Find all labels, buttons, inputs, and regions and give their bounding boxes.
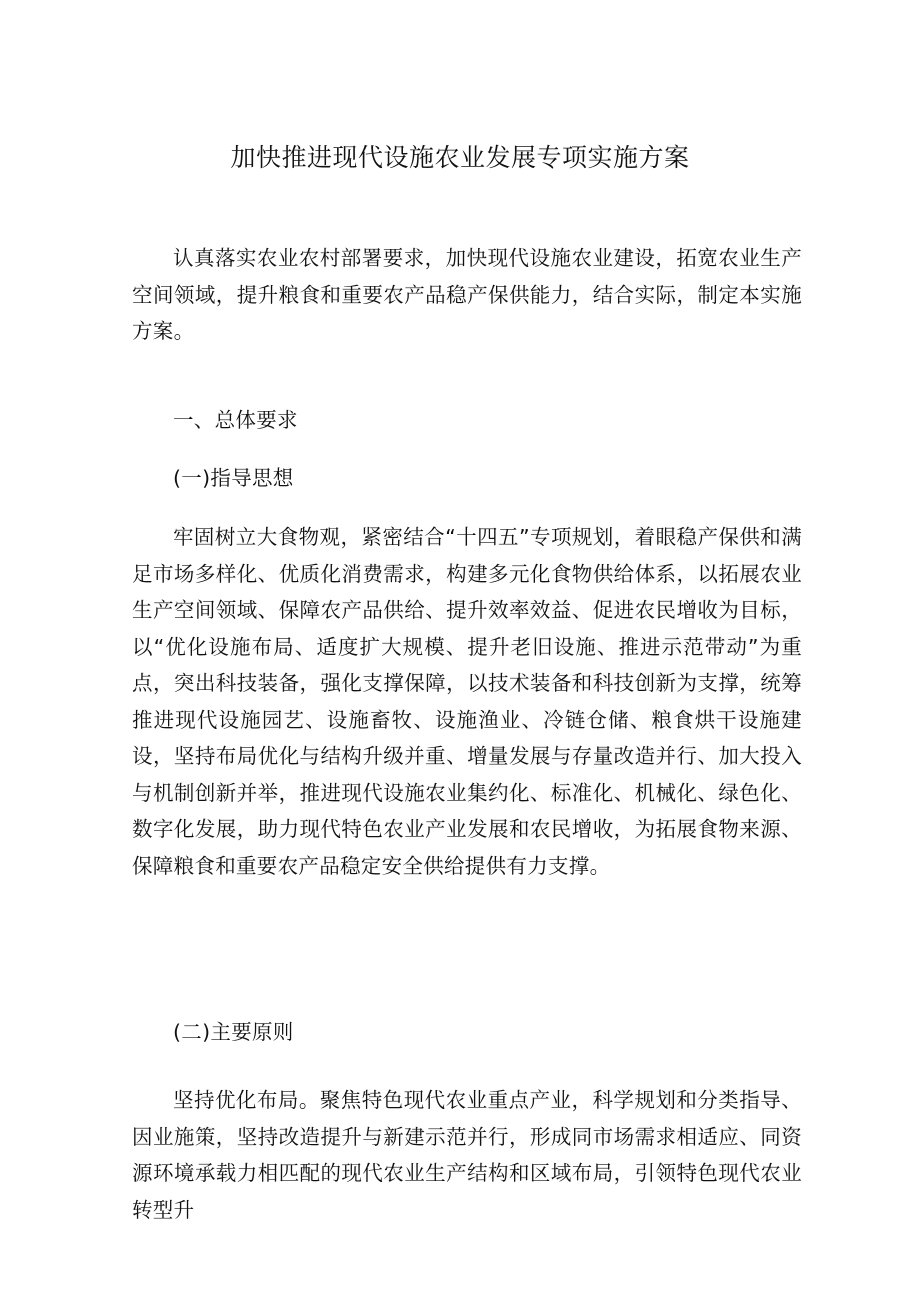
guiding-ideology-paragraph: 牢固树立大食物观，紧密结合“十四五”专项规划，着眼稳产保供和满足市场多样化、优质化消费需求，构建多元化食物供给体系，以拓展农业生产空间领域、保障农产品供给、提升效率效益、促进农民增收为目标，以“优化设施布局、适度扩大规模、提升老旧设施、推进示范带动”为重点，突出科技装备，强化支撑保障，以技术装备和科技创新为支撑，统筹推进现代设施园艺、设施畜牧、设施渔业、冷链仓储、粮食烘干设施建设，坚持布局优化与结构升级并重、增量发展与存量改造并行、加大投入与机制创新并举，推进现代设施农业集约化、标准化、机械化、绿色化、数字化发展，助力现代特色农业产业发展和农民增收，为拓展食物来源、保障粮食和重要农产品稳定安全供给提供有力支撑。 <box>132 525 802 878</box>
document-title: 加快推进现代设施农业发展专项实施方案 <box>230 143 690 172</box>
principle-layout-paragraph: 坚持优化布局。聚焦特色现代农业重点产业，科学规划和分类指导、因业施策，坚持改造提升与新建示范并行，形成同市场需求相适应、同资源环境承载力相匹配的现代农业生产结构和区域布局，引领特色现代农业转型升 <box>132 1088 802 1222</box>
subsection-heading-main-principles: (二)主要原则 <box>173 1020 294 1044</box>
subsection-heading-guiding-ideology: (一)指导思想 <box>173 466 294 490</box>
intro-paragraph: 认真落实农业农村部署要求，加快现代设施农业建设，拓宽农业生产空间领域，提升粮食和重要农产品稳产保供能力，结合实际，制定本实施方案。 <box>132 246 802 343</box>
section-heading-overall-requirements: 一、总体要求 <box>173 408 298 432</box>
